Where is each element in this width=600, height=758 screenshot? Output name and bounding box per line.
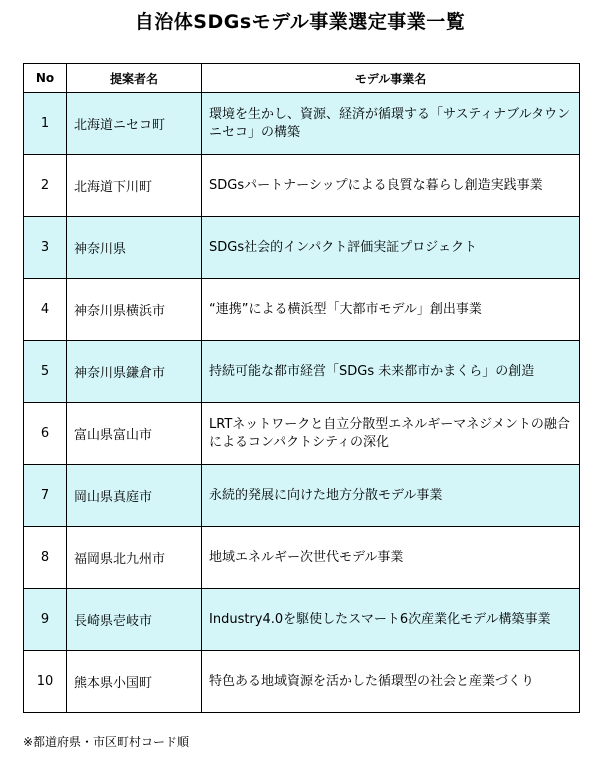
row-number: 8 — [24, 527, 67, 589]
row-number: 10 — [24, 651, 67, 713]
page-title: 自治体SDGsモデル事業選定事業一覧 — [134, 11, 466, 33]
proposer-name: 神奈川県横浜市 — [67, 279, 202, 341]
table-row — [24, 589, 580, 651]
table-row — [24, 403, 580, 465]
proposer-name: 富山県富山市 — [67, 403, 202, 465]
table-row — [24, 527, 580, 589]
model-project-name: 地域エネルギー次世代モデル事業 — [202, 527, 580, 589]
model-project-name: 永続的発展に向けた地方分散モデル事業 — [202, 465, 580, 527]
model-project-name: 環境を生かし、資源、経済が循環する「サスティナブルタウンニセコ」の構築 — [202, 93, 580, 155]
proposer-name: 神奈川県鎌倉市 — [67, 341, 202, 403]
table-row — [24, 279, 580, 341]
row-number: 3 — [24, 217, 67, 279]
model-project-name: 特色ある地域資源を活かした循環型の社会と産業づくり — [202, 651, 580, 713]
model-project-name: LRTネットワークと自立分散型エネルギーマネジメントの融合によるコンパクトシティの深化 — [202, 403, 580, 465]
row-number: 9 — [24, 589, 67, 651]
row-number: 5 — [24, 341, 67, 403]
column-header-no: No — [24, 64, 67, 93]
table-row — [24, 217, 580, 279]
proposer-name: 長崎県壱岐市 — [67, 589, 202, 651]
row-number: 6 — [24, 403, 67, 465]
row-number: 2 — [24, 155, 67, 217]
proposer-name: 北海道ニセコ町 — [67, 93, 202, 155]
model-project-name: 持続可能な都市経営「SDGs 未来都市かまくら」の創造 — [202, 341, 580, 403]
table-row — [24, 465, 580, 527]
proposer-name: 岡山県真庭市 — [67, 465, 202, 527]
row-number: 1 — [24, 93, 67, 155]
proposer-name: 神奈川県 — [67, 217, 202, 279]
table-row — [24, 155, 580, 217]
model-project-name: Industry4.0を駆使したスマート6次産業化モデル構築事業 — [202, 589, 580, 651]
selection-table — [23, 63, 580, 713]
table-row — [24, 341, 580, 403]
proposer-name: 北海道下川町 — [67, 155, 202, 217]
row-number: 7 — [24, 465, 67, 527]
footnote: ※都道府県・市区町村コード順 — [23, 735, 190, 749]
column-header-proposer: 提案者名 — [67, 64, 202, 93]
model-project-name: SDGs社会的インパクト評価実証プロジェクト — [202, 217, 580, 279]
proposer-name: 福岡県北九州市 — [67, 527, 202, 589]
table-row — [24, 651, 580, 713]
table-row — [24, 93, 580, 155]
model-project-name: SDGsパートナーシップによる良質な暮らし創造実践事業 — [202, 155, 580, 217]
model-project-name: “連携”による横浜型「大都市モデル」創出事業 — [202, 279, 580, 341]
row-number: 4 — [24, 279, 67, 341]
table-header-row — [24, 64, 580, 93]
column-header-model: モデル事業名 — [202, 64, 580, 93]
proposer-name: 熊本県小国町 — [67, 651, 202, 713]
